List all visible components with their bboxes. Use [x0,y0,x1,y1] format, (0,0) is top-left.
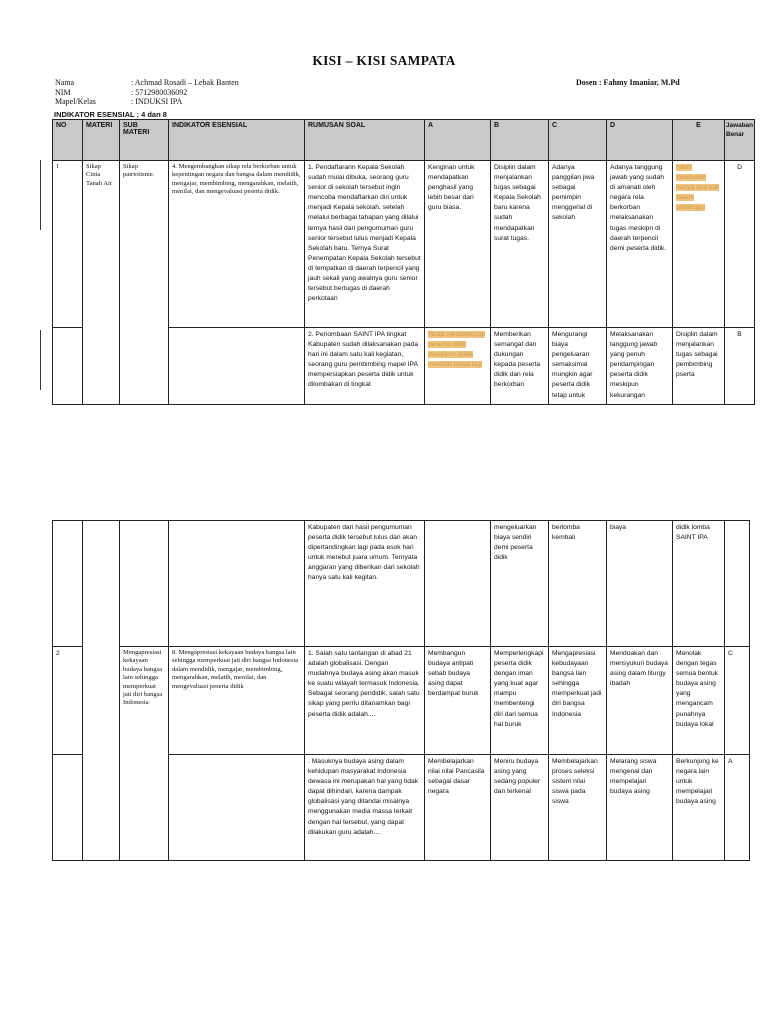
cell-option-a: Membangun budaya antipati sebab budaya asing dapat berdampat buruk [425,647,491,755]
cell-no-empty [53,521,83,647]
cell-no-empty [53,755,83,861]
identity-block [55,78,239,107]
cell-option-a: Kenginan untuk mendapatkan penghasil yang lebih besar dari guru biasa. [425,161,491,328]
cell-jawaban: D [725,161,755,328]
cell-soal: . Masuknya budaya asing dalam kehidupan masyarakat Indonesia dewasa ini merupakan hal yang tidak dapat dihindari, karena dampak globalisasi yang ditandai misalnya menggunakan media massa terkait dengan hal tersebut, yang dapat dilakukan guru adalah.... [305,755,425,861]
meta-row-nama: Nama : Achmad Rosadi – Lebak Banten [55,78,239,87]
cell-option-d: Adanya tanggung jawab yang sudah di amanati oleh negara rela berkorban melaksanakan tugas meskipn di daerah terpencil demi peserta didik. [607,161,673,328]
cell-soal: 1. Salah satu tantangan di abad 21 adalah globalisasi. Dengan mudahnya budaya asing akan masuk ke suatu wilayah termasuk Indonesia. Sebagai seorang pendidik, salah satu sikap yang perrlu ditanamkan bagi peserta didik adalah.... [305,647,425,755]
cell-jawaban: B [725,328,755,405]
kisi-table-page2 [52,520,750,861]
cell-option-a: Membelajarkan nilai nilai Pancasila sebagai dasar negara [425,755,491,861]
cell-option-a [425,521,491,647]
cell-indikator-empty [169,328,305,405]
cell-option-e: Berkunjung ke negara lain untuk mempelajari budaya asing [673,755,725,861]
cell-sub-materi: Sikap patriotisme. [120,161,169,405]
cell-sub-materi: Mengapresiasi kekayaan budaya bangsa lain sehingga memperkuat jati diri bangsa Indonesia [120,647,169,861]
header-rumusan-soal: RUMUSAN SOAL [305,120,425,161]
cell-jawaban: A [725,755,750,861]
highlighted-text: Hadir kesekolah hanya dua kali dalam seminggu [676,164,720,212]
header-indikator: INDIKATOR ESENSIAL [169,120,305,161]
cell-option-c: berlomba kembali [549,521,607,647]
header-e: E [673,120,725,161]
cell-option-d: Melarang siswa mengenal dan mempelajari budaya asing [607,755,673,861]
cell-materi [83,521,120,861]
cell-materi: Sikap Cinta Tanah Air [83,161,120,405]
cell-option-d: Mendoakan dan mensyukuri budaya asing dalam liturgy ibadah [607,647,673,755]
cell-soal: 1. Pendaftarann Kepala Sekolah sudah mulai dibuka, seorang guru senior di sekolah tersebut ingin mencoba mendaftarkan diri untuk menjadi Kepala sekolah, setelah melalui berbagai tahapan yang dilalui ternya hasil dari pengumuman guru senior tersebut lulus menjadi Kepala Sekolah baru. Ternya Surat Penempatan Kepala Sekolah tersebut di tempatkan di daerah terpencil yang jauh sekali yang awalnya guru senior tersebut bertugas di daerah perkotaan [305,161,425,328]
indikator-esensial-label: INDIKATOR ESENSIAL : 4 dan 8 [54,110,167,119]
meta-row-mapel: Mapel/Kelas : INDUKSI IPA [55,97,183,106]
cell-option-b: Meniru budaya asing yang sedang populer dan terkenal [491,755,549,861]
cell-soal: Kabupaten dari hasil pengumuman peserta didik tersebut lulus dan akan dipertandingkan lagi pada esok hari untuk merebut juara umum. Ternyata anggaran yang diberikan dari sekolah hanya satu kali kegitan. [305,521,425,647]
cell-option-d: Melaksanakan tanggung jawab yang penuh pendampingan peserta didik meskipun kekurangan [607,328,673,405]
meta-row-nim: NIM : 5712980036092 [55,87,188,97]
cell-indikator-empty [169,755,305,861]
table-row [53,521,750,647]
cell-no: 1 [53,161,83,328]
cell-option-b: Memperlengkapi peserta didik dengan iman yang kuat agar mampu membentengi diri dari semua hal buruk [491,647,549,755]
cell-option-d: biaya [607,521,673,647]
header-materi: MATERI [83,120,120,161]
cell-option-e [673,161,725,328]
header-d: D [607,120,673,161]
cell-sub-empty [120,521,169,647]
highlighted-text: Tetap mendampngi peserta didik meskipun tidak memiliki biaya lagi [428,331,485,369]
cell-option-a [425,328,491,405]
header-no: NO [53,120,83,161]
margin-line [40,330,41,390]
cell-option-c: Mengurangi biaya pengeluaran semaksimal mungkin agar peserta didik tetap untuk [549,328,607,405]
cell-jawaban [725,521,750,647]
kisi-table-page1 [52,119,755,405]
header-sub-materi: SUB MATERI [120,120,169,161]
header-jawaban-benar: Jawaban Benar [725,120,755,161]
cell-option-e: Disiplin dalam menjalankan tugas sebagai pembimbing pserta [673,328,725,405]
cell-option-e: Menolak dengan tegas semua bentuk budaya asing yang mengancam punahnya budaya lokal [673,647,725,755]
header-b: B [491,120,549,161]
cell-jawaban: C [725,647,750,755]
margin-line [40,160,41,230]
document-title: KISI – KISI SAMPATA [312,53,456,68]
cell-option-c: Membelajarkan proses seleksi sistem nilai siswa pada siswa [549,755,607,861]
cell-option-b: mengeluarkan biaya sendiri demi peserta didik [491,521,549,647]
cell-indikator: 4. Mengembangkan sikap rela berkorban untuk kepentingan negara dan bangsa dalam mendidik, mengajar, membimbing, mengarahkan, melatih, menilai, dan mengevaluasi peserta didik. [169,161,305,328]
cell-option-e: didik lomba SAINT IPA [673,521,725,647]
cell-option-c: Adanya panggilan jiwa sebagai pemimpin menggerial di sekolah [549,161,607,328]
cell-indikator-empty [169,521,305,647]
cell-option-c: Mengapresiasi kebudayaan bangsa lain sehingga memperkuat jadi diri bangsa Indonesia [549,647,607,755]
table-row [53,647,750,755]
cell-no: 2 [53,647,83,755]
cell-option-b: Disiplin dalam menjalankan tugas sebagai Kepala Sekolah baru karena sudah mendapatkan surat tugas. [491,161,549,328]
cell-no-empty [53,328,83,405]
cell-option-b: Memberikan semangat dan dukungan kepada peserta didik dan rela berkorban [491,328,549,405]
header-c: C [549,120,607,161]
cell-soal: 2. Periombaan SAINT IPA tingkat Kabupaten sudah dilaksanakan pada hari ini dalam satu kali kegiatan, seorang guru pembimbing mapel IPA mempersiapkan peserta didik untuk dilombakan di tingkat [305,328,425,405]
table-header-row [53,120,755,161]
table-row [53,161,755,328]
header-a: A [425,120,491,161]
cell-indikator: 8. Mengapresiasi kekayaan budaya bangsa lain sehingga memperkuat jati diri bangsa Indonesia dalam mendidik, mengajar, membimbing, mengarahkan, melatih, menilai, dan mengevaluasi peserta didik [169,647,305,755]
dosen-label: Dosen : Fahmy Imaniar, M.Pd [576,78,680,87]
